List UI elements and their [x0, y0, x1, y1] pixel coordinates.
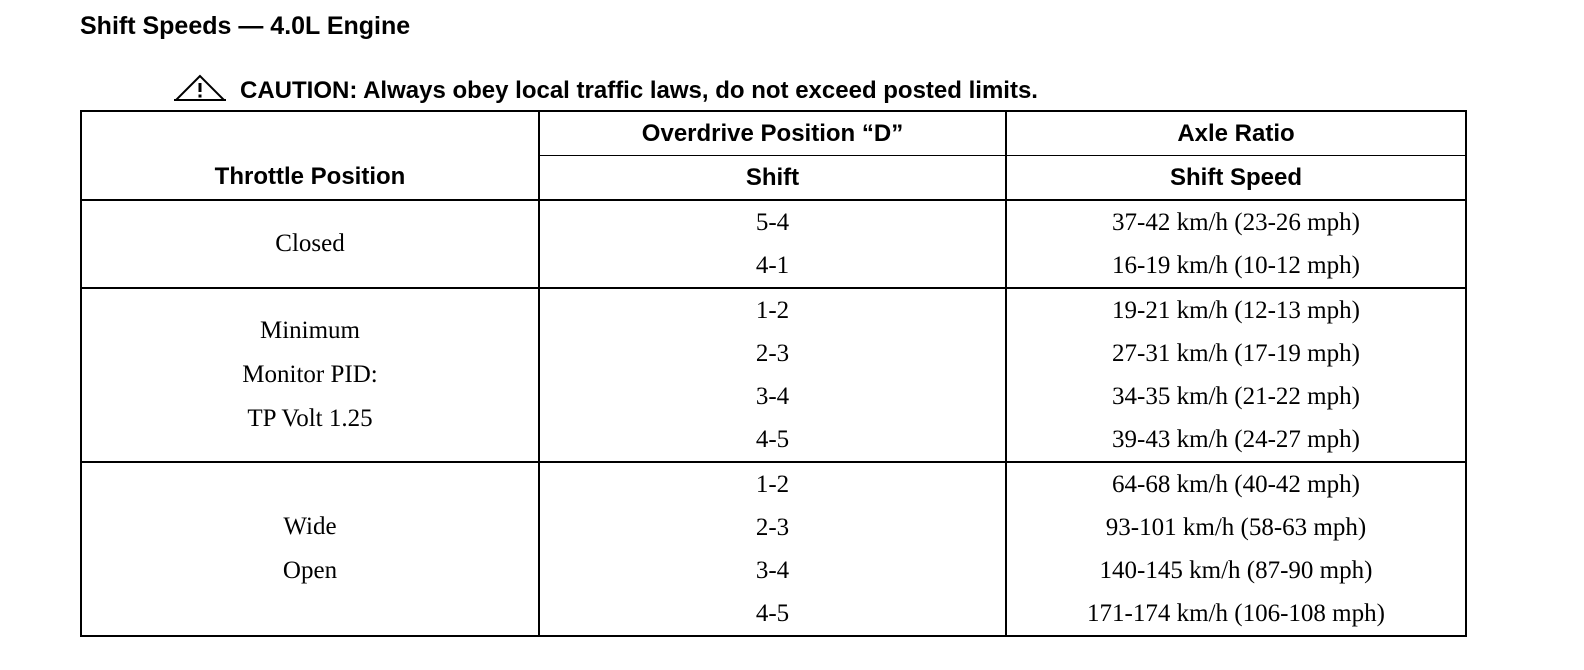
throttle-position-line: Wide [283, 513, 337, 540]
shift-speed-cell: 39-43 km/h (24-27 mph) [1006, 418, 1466, 462]
shift-speed-header: Shift Speed [1006, 156, 1466, 201]
throttle-position-cell [81, 200, 539, 288]
shift-speed-cell: 140-145 km/h (87-90 mph) [1006, 549, 1466, 592]
caution-notice [174, 73, 1038, 109]
throttle-header-spacer [81, 111, 539, 156]
throttle-position-cell [81, 288, 539, 462]
shift-speed-cell: 27-31 km/h (17-19 mph) [1006, 332, 1466, 375]
axle-ratio-group-header: Axle Ratio [1006, 111, 1466, 156]
shift-speed-cell: 37-42 km/h (23-26 mph) [1006, 200, 1466, 244]
throttle-position-header: Throttle Position [81, 156, 539, 201]
shift-speed-cell: 171-174 km/h (106-108 mph) [1006, 592, 1466, 636]
shift-cell: 5-4 [539, 200, 1006, 244]
caution-text: CAUTION: Always obey local traffic laws, do not exceed posted limits. [240, 77, 1038, 104]
throttle-position-line: Minimum [259, 317, 360, 344]
shift-cell: 4-5 [539, 418, 1006, 462]
throttle-position-line: TP Volt 1.25 [247, 405, 373, 432]
table-body [81, 200, 1466, 636]
shift-cell: 3-4 [539, 549, 1006, 592]
shift-speed-cell: 19-21 km/h (12-13 mph) [1006, 288, 1466, 332]
throttle-position-line: Closed [275, 230, 345, 257]
throttle-position-line: Monitor PID: [242, 361, 378, 388]
overdrive-group-header: Overdrive Position “D” [539, 111, 1006, 156]
shift-cell: 1-2 [539, 288, 1006, 332]
shift-cell: 4-1 [539, 244, 1006, 288]
shift-cell: 2-3 [539, 506, 1006, 549]
shift-cell: 1-2 [539, 462, 1006, 506]
shift-header: Shift [539, 156, 1006, 201]
shift-speed-cell: 93-101 km/h (58-63 mph) [1006, 506, 1466, 549]
shift-cell: 3-4 [539, 375, 1006, 418]
shift-cell: 2-3 [539, 332, 1006, 375]
shift-cell: 4-5 [539, 592, 1006, 636]
shift-speed-cell: 34-35 km/h (21-22 mph) [1006, 375, 1466, 418]
shift-speeds-table [80, 110, 1467, 637]
shift-speed-cell: 64-68 km/h (40-42 mph) [1006, 462, 1466, 506]
warning-triangle-icon [174, 74, 226, 102]
table-row [81, 200, 1466, 244]
page-title: Shift Speeds — 4.0L Engine [80, 12, 411, 40]
throttle-position-cell [81, 462, 539, 636]
table-row [81, 288, 1466, 332]
shift-speed-cell: 16-19 km/h (10-12 mph) [1006, 244, 1466, 288]
throttle-position-line: Open [282, 557, 338, 584]
table-row [81, 462, 1466, 506]
